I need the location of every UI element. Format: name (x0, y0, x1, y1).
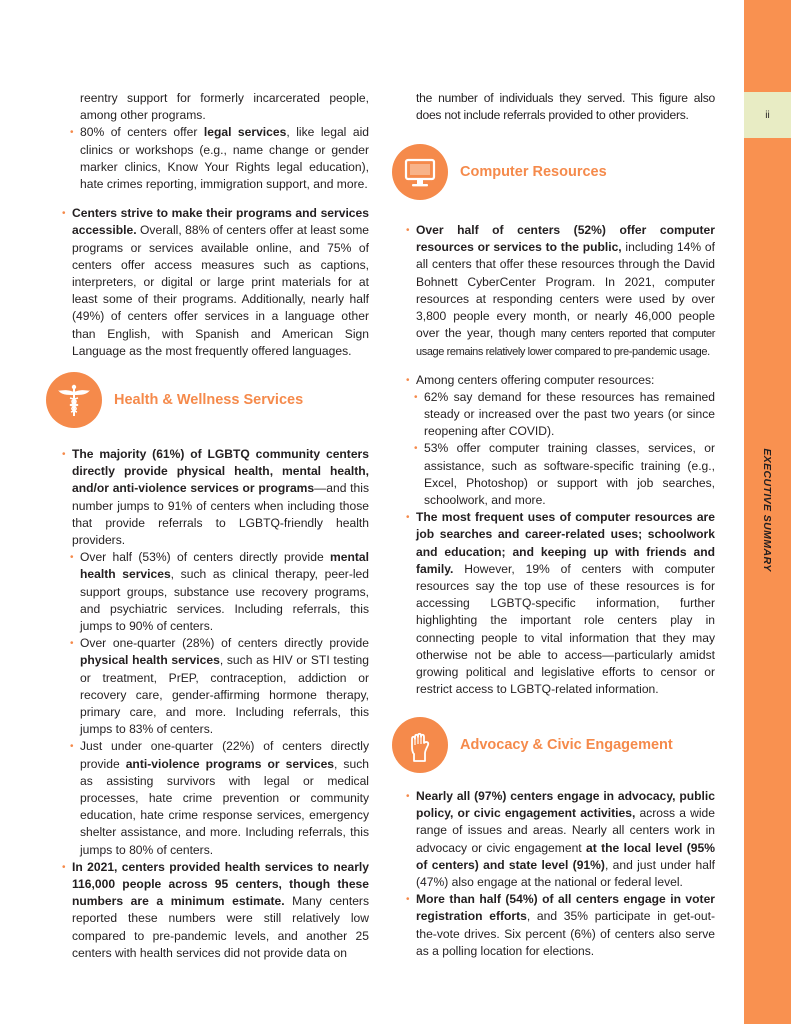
left-column-top (60, 90, 369, 360)
served-continued: the number of individuals they served. This figure also does not include referrals provided to other providers. (416, 91, 715, 123)
training-bullet: • 53% offer computer training classes, services, or assistance, such as software-specific training (e.g., Excel, Photoshop) or support with job searches, schoolwork, and more. (404, 440, 715, 509)
voter-registration-bullet: • More than half (54%) of all centers engage in voter registration efforts, and 35% participate in get-out-the-vote drives. Six percent (6%) of centers also serve as a polling location for elections. (404, 891, 715, 960)
legal-services-bullet: • 80% of centers offer legal services, like legal aid clinics or workshops (e.g., name change or gender marker clinics, Know Your Rights legal education), hate crimes reporting, immigration support, and more. (60, 124, 369, 193)
section-label: EXECUTIVE SUMMARY (761, 448, 773, 572)
health-heading-title: Health & Wellness Services (114, 392, 304, 408)
among-centers-bullet: • Among centers offering computer resources: (404, 372, 715, 389)
right-column-advocacy (404, 788, 715, 960)
health-section-heading (46, 372, 303, 428)
anti-violence-bullet: • Just under one-quarter (22%) of centers directly provide anti-violence programs or services, such as assisting survivors with legal or medical processes, hate crime prevention or community education, hate crime response services, emergency shelter assistance, and more. Including referrals, this jumps to 80% of centers. (60, 738, 369, 858)
right-column-computer (404, 222, 715, 698)
computer-heading-title: Computer Resources (460, 164, 607, 180)
reentry-continued: reentry support for formerly incarcerated people, among other programs. (80, 91, 369, 123)
page-number-tab (744, 92, 791, 138)
caduceus-icon (46, 372, 102, 428)
physical-health-bullet: • Over one-quarter (28%) of centers directly provide physical health services, such as HIV or STI testing or treatment, PrEP, contraception, addiction or recovery care, gender-affirming hormone therapy, primary care, and more. Including referrals, this jumps to 83% of centers. (60, 635, 369, 738)
frequent-uses-bullet: • The most frequent uses of computer resources are job searches and career-related uses; schoolwork and education; and keeping up with friends and family. However, 19% of centers with computer resources say the top use of these resources is for accessing LGBTQ-specific information, further highlighting the important role centers play in connecting people to vital information that they may otherwise not be able to access—particularly amidst growing political and legislative efforts to censor or restrict access to LGBTQ-related information. (404, 509, 715, 698)
page-number: ii (765, 109, 770, 121)
advocacy-section-heading (392, 717, 673, 773)
computer-over-half-bullet: • Over half of centers (52%) offer computer resources or services to the public, including 14% of all centers that offer these resources through the David Bohnett CyberCenter Program. In 2021, computer resources at responding centers were used by over 3,800 people every month, or nearly 46,000 people over the year, though many centers reported that computer usage remains relatively lower compared to pre-pandemic usage. (404, 222, 715, 362)
right-column-top (416, 90, 715, 124)
nearly-all-bullet: • Nearly all (97%) centers engage in advocacy, public policy, or civic engagement activities, across a wide range of issues and areas. Nearly all centers work in advocacy or civic engagement at the local level (95% of centers) and state level (91%), and just under half (47%) also engage at the national or federal level. (404, 788, 715, 891)
computer-section-heading (392, 144, 607, 200)
demand-bullet: • 62% say demand for these resources has remained steady or increased over the past two years (or since reopening after COVID). (404, 389, 715, 441)
raised-fist-icon (392, 717, 448, 773)
majority-bullet: • The majority (61%) of LGBTQ community centers directly provide physical health, mental health, and/or anti-violence services or programs—and this number jumps to 91% of centers when including those that provide referrals to LGBTQ-friendly health providers. (60, 446, 369, 549)
advocacy-heading-title: Advocacy & Civic Engagement (460, 737, 673, 753)
health-served-bullet: • In 2021, centers provided health services to nearly 116,000 people across 95 centers, though these numbers are a minimum estimate. Many centers reported these numbers were still relatively low compared to pre-pandemic levels, and another 25 centers with health services did not provide data on (60, 859, 369, 962)
accessibility-bullet: • Centers strive to make their programs and services accessible. Overall, 88% of centers offer at least some programs or services available online, and 75% of centers offer access measures such as captions, interpreters, or digital or large print materials for at least some of their programs. Additionally, nearly half (49%) of centers offer services in a language other than English, with Spanish and American Sign Language as the most frequently offered languages. (60, 205, 369, 360)
left-column-health (60, 446, 369, 962)
monitor-icon (392, 144, 448, 200)
mental-health-bullet: • Over half (53%) of centers directly provide mental health services, such as clinical therapy, peer-led support groups, substance use recovery programs, and psychiatric services. Including referrals, this jumps to 90% of centers. (60, 549, 369, 635)
